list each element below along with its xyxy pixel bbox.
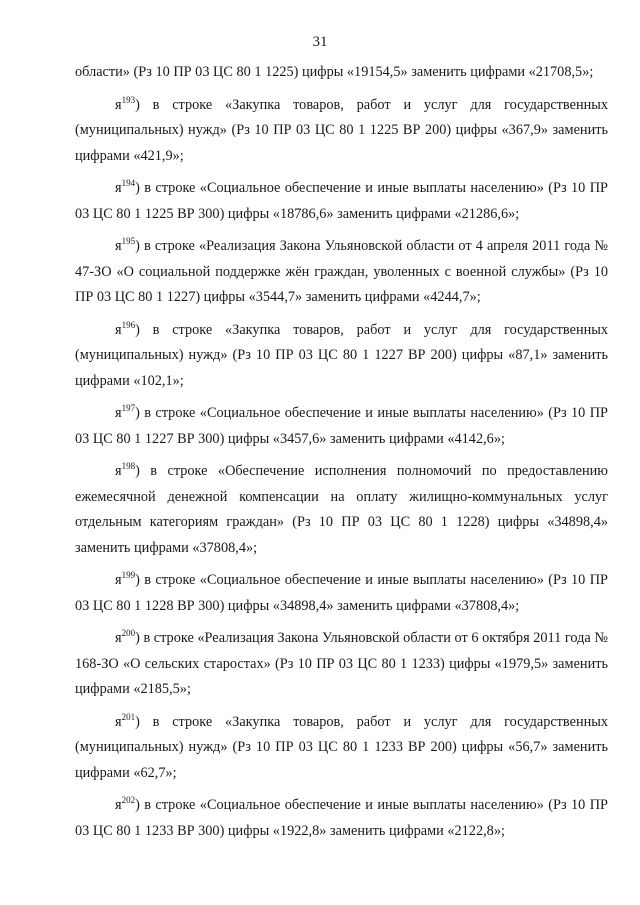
item-marker [115, 180, 140, 196]
paragraph-text: в строке «Реализация Закона Ульяновской области от 6 октября 2011 года № 168-ЗО «О сельских старостах» (Рз 10 ПР 03 ЦС 80 1 1233) цифры «1979,5» заменить цифрами «2185,5»; [75, 630, 608, 697]
paragraph-item-196 [75, 318, 608, 395]
item-number: 198 [121, 461, 136, 472]
item-marker [115, 463, 140, 479]
item-bracket: ) [135, 405, 140, 421]
item-bracket: ) [135, 463, 140, 479]
item-letter: я [115, 572, 122, 588]
item-letter: я [115, 321, 122, 338]
item-bracket: ) [135, 713, 140, 730]
item-number: 202 [121, 795, 136, 806]
paragraph-item-195 [75, 234, 608, 311]
item-marker [115, 711, 140, 730]
paragraph-text: в строке «Обеспечение исполнения полномочий по предоставлению ежемесячной денежной компенсации на оплату жилищно-коммунальных услуг отдельным категориям граждан» (Рз 10 ПР 03 ЦС 80 1 1228) цифры «34898,4» заменить цифрами «37808,4»; [75, 463, 608, 556]
item-letter: я [115, 238, 122, 254]
item-bracket: ) [135, 630, 140, 646]
item-marker [115, 319, 140, 338]
item-letter: я [115, 405, 122, 421]
paragraph-text: в строке «Реализация Закона Ульяновской области от 4 апреля 2011 года № 47-ЗО «О социальной поддержке жён граждан, уволенных с военной службы» (Рз 10 ПР 03 ЦС 80 1 1227) цифры «3544,7» заменить цифрами «4244,7»; [75, 238, 608, 305]
page-number: 31 [312, 34, 328, 50]
item-marker [115, 94, 140, 113]
item-marker [115, 238, 140, 254]
item-letter: я [115, 180, 122, 196]
item-number: 194 [121, 178, 136, 189]
paragraph-text: в строке «Закупка товаров, работ и услуг для государственных (муниципальных) нужд» (Рз 10 ПР 03 ЦС 80 1 1233 ВР 200) цифры «56,7» заменить цифрами «62,7»; [75, 713, 608, 781]
item-letter: я [115, 630, 122, 646]
paragraph-item-193 [75, 93, 608, 170]
item-bracket: ) [135, 180, 140, 196]
item-number: 195 [121, 236, 136, 247]
item-number: 201 [121, 711, 136, 722]
item-letter: я [115, 96, 122, 113]
paragraph-text: в строке «Социальное обеспечение и иные выплаты населению» (Рз 10 ПР 03 ЦС 80 1 1228 ВР 300) цифры «34898,4» заменить цифрами «37808,4»; [75, 572, 608, 614]
item-bracket: ) [135, 797, 140, 813]
paragraph-text: в строке «Закупка товаров, работ и услуг для государственных (муниципальных) нужд» (Рз 10 ПР 03 ЦС 80 1 1225 ВР 200) цифры «367,9» заменить цифрами «421,9»; [75, 96, 608, 164]
paragraph-text: области» (Рз 10 ПР 03 ЦС 80 1 1225) цифры «19154,5» заменить цифрами «21708,5»; [75, 64, 594, 80]
item-number: 196 [121, 319, 136, 330]
document-body [75, 60, 608, 851]
paragraph-text: в строке «Социальное обеспечение и иные выплаты населению» (Рз 10 ПР 03 ЦС 80 1 1227 ВР 300) цифры «3457,6» заменить цифрами «4142,6»; [75, 405, 608, 447]
item-letter: я [115, 463, 122, 479]
paragraph-item-199 [75, 568, 608, 619]
item-number: 199 [121, 570, 136, 581]
paragraph-item-202 [75, 793, 608, 844]
item-number: 197 [121, 403, 136, 414]
paragraph-item-198 [75, 459, 608, 561]
item-number: 200 [121, 628, 136, 639]
item-letter: я [115, 713, 122, 730]
item-bracket: ) [135, 572, 140, 588]
paragraph-text: в строке «Социальное обеспечение и иные выплаты населению» (Рз 10 ПР 03 ЦС 80 1 1233 ВР 300) цифры «1922,8» заменить цифрами «2122,8»; [75, 797, 608, 839]
item-marker [115, 797, 140, 813]
item-marker [115, 630, 140, 646]
paragraph-item-197 [75, 401, 608, 452]
item-marker [115, 405, 140, 421]
item-bracket: ) [135, 321, 140, 338]
item-number: 193 [121, 94, 136, 105]
paragraph-item-201 [75, 710, 608, 787]
item-bracket: ) [135, 96, 140, 113]
item-marker [115, 572, 140, 588]
paragraph-text: в строке «Социальное обеспечение и иные выплаты населению» (Рз 10 ПР 03 ЦС 80 1 1225 ВР 300) цифры «18786,6» заменить цифрами «21286,6»; [75, 180, 608, 222]
item-letter: я [115, 797, 122, 813]
item-bracket: ) [135, 238, 140, 254]
paragraph-text: в строке «Закупка товаров, работ и услуг для государственных (муниципальных) нужд» (Рз 10 ПР 03 ЦС 80 1 1227 ВР 200) цифры «87,1» заменить цифрами «102,1»; [75, 321, 608, 389]
paragraph-item-200 [75, 626, 608, 703]
paragraph-item-194 [75, 176, 608, 227]
paragraph-continuation [75, 60, 608, 86]
